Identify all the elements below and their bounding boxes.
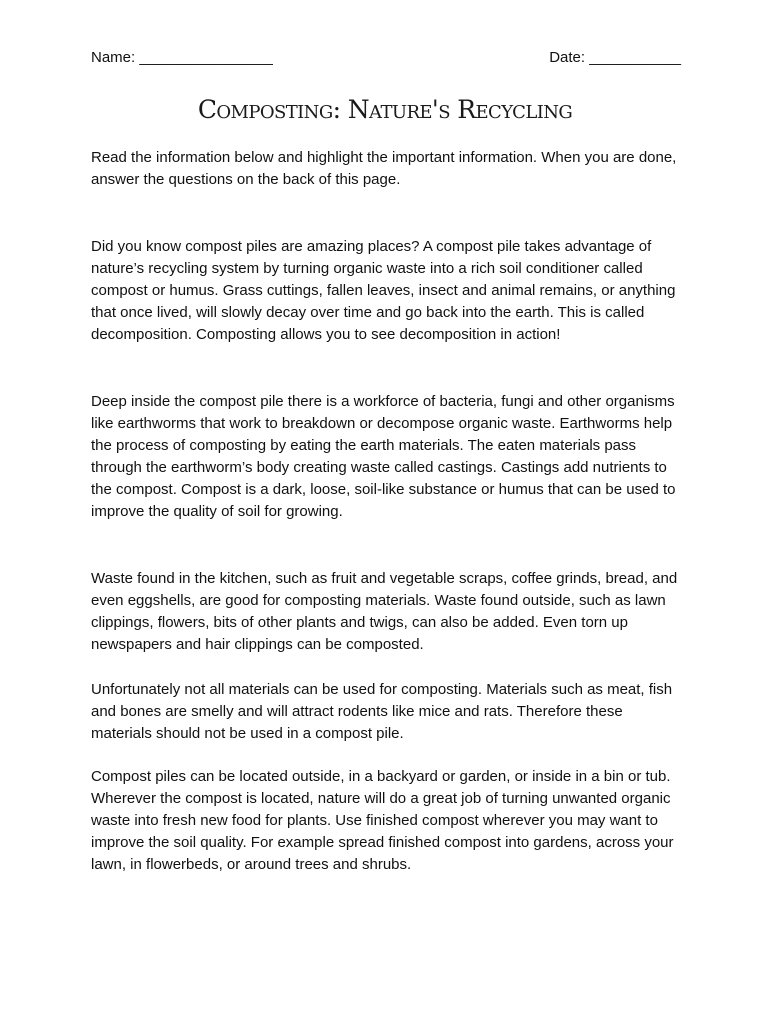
worksheet-header: [91, 46, 681, 70]
paragraph-organisms: Deep inside the compost pile there is a workforce of bacteria, fungi and other organisms like earthworms that work to breakdown or decompose organic waste. Earthworms help the process of composting by eating the earth materials. The eaten materials pass through the earthworm’s body creating waste called castings. Castings add nutrients to the compost. Compost is a dark, loose, soil-like substance or humus that can be used to improve the quality of soil for growing.: [91, 393, 676, 520]
paragraph-decomposition: Did you know compost piles are amazing places? A compost pile takes advantage of nature’s recycling system by turning organic waste into a rich soil conditioner called compost or humus. Grass cuttings, fallen leaves, insect and animal remains, or anything that once lived, will slowly decay over time and go back into the earth. This is called decomposition. Composting allows you to see decomposition in action!: [91, 238, 676, 343]
name-field: Name: ________________: [91, 49, 273, 66]
paragraph-compostable-waste: Waste found in the kitchen, such as fruit and vegetable scraps, coffee grinds, bread, and even eggshells, are good for composting materials. Waste found outside, such as lawn clippings, flowers, bits of other plants and twigs, can also be added. Even torn up newspapers and hair clippings can be composted.: [91, 570, 678, 653]
instructions-paragraph: Read the information below and highlight the important information. When you are done, answer the questions on the back of this page.: [91, 149, 677, 188]
date-field: Date: ___________: [549, 49, 681, 66]
page-title: Composting: Nature's Recycling: [197, 95, 573, 124]
paragraph-excluded-materials: Unfortunately not all materials can be used for composting. Materials such as meat, fish and bones are smelly and will attract rodents like mice and rats. Therefore these materials should not be used in a compost pile.: [91, 681, 673, 742]
paragraph-compost-locations: Compost piles can be located outside, in a backyard or garden, or inside in a bin or tub. Wherever the compost is located, nature will do a great job of turning unwanted organic waste into fresh new food for plants. Use finished compost wherever you may want to improve the soil quality. For example spread finished compost into gardens, across your lawn, in flowerbeds, or around trees and shrubs.: [91, 768, 674, 873]
